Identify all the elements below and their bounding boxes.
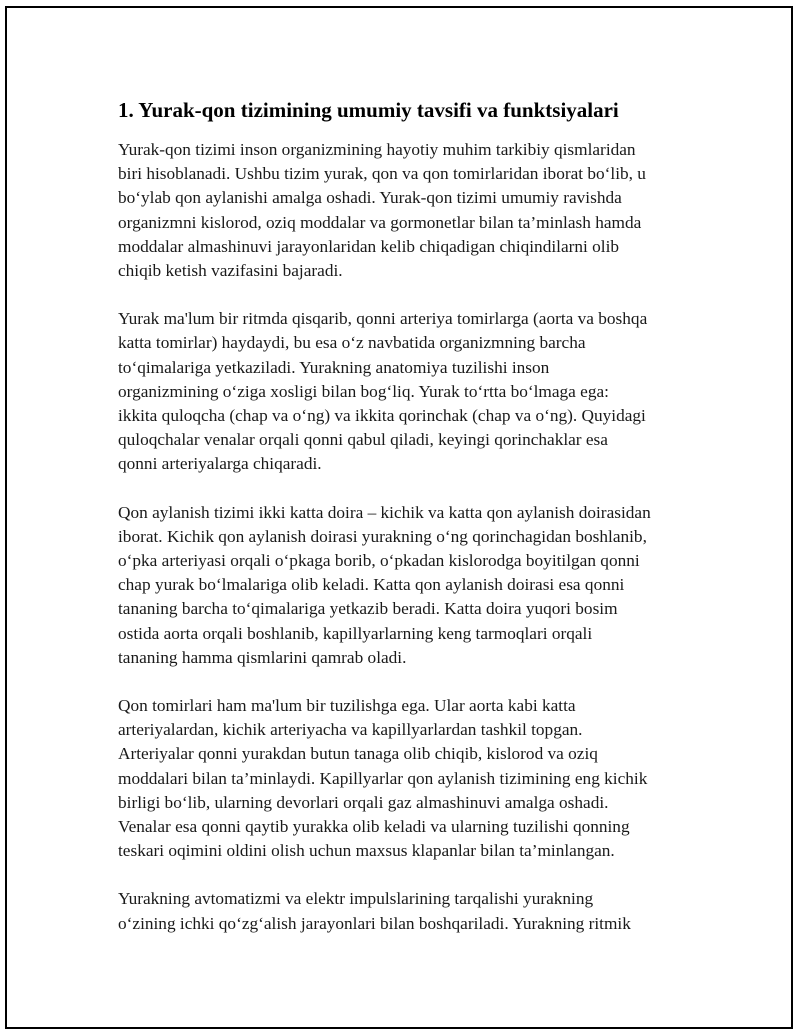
text-line: chiqib ketish vazifasini bajaradi. xyxy=(118,261,343,281)
paragraph-3 xyxy=(118,501,698,670)
text-line: organizmining o‘ziga xosligi bilan bog‘liq. Yurak to‘rtta bo‘lmaga ega: xyxy=(118,381,609,401)
text-line: qonni arteriyalarga chiqaradi. xyxy=(118,454,322,474)
text-line: katta tomirlar) haydaydi, bu esa o‘z navbatida organizmning barcha xyxy=(118,333,586,353)
document-body xyxy=(118,96,698,960)
text-line: Venalar esa qonni qaytib yurakka olib keladi va ularning tuzilishi qonning xyxy=(118,817,630,837)
text-line: ostida aorta orqali boshlanib, kapillyarlarning keng tarmoqlari orqali xyxy=(118,623,593,643)
paragraph-2 xyxy=(118,307,698,476)
text-line: quloqchalar venalar orqali qonni qabul qiladi, keyingi qorinchaklar esa xyxy=(118,430,608,450)
text-line: arteriyalardan, kichik arteriyacha va kapillyarlardan tashkil topgan. xyxy=(118,720,583,740)
text-line: organizmni kislorod, oziq moddalar va gormonetlar bilan ta’minlash hamda xyxy=(118,212,642,232)
text-line: Yurakning avtomatizmi va elektr impulslarining tarqalishi yurakning xyxy=(118,889,594,909)
text-line: to‘qimalariga yetkaziladi. Yurakning anatomiya tuzilishi inson xyxy=(118,357,550,377)
text-line: chap yurak bo‘lmalariga olib keladi. Katta qon aylanish doirasi esa qonni xyxy=(118,575,625,595)
text-line: moddalari bilan ta’minlaydi. Kapillyarlar qon aylanish tizimining eng kichik xyxy=(118,768,648,788)
text-line: Yurak-qon tizimi inson organizmining hayotiy muhim tarkibiy qismlaridan xyxy=(118,140,636,159)
text-line: moddalar almashinuvi jarayonlaridan kelib chiqadigan chiqindilarni olib xyxy=(118,236,620,256)
paragraph-1 xyxy=(118,138,698,283)
paragraph-5 xyxy=(118,887,698,935)
text-line: tananing barcha to‘qimalariga yetkazib beradi. Katta doira yuqori bosim xyxy=(118,599,618,619)
text-line: iborat. Kichik qon aylanish doirasi yurakning o‘ng qorinchagidan boshlanib, xyxy=(118,526,647,546)
text-line: bo‘ylab qon aylanishi amalga oshadi. Yurak-qon tizimi umumiy ravishda xyxy=(118,188,622,208)
document-page xyxy=(5,6,793,1029)
text-line: ikkita quloqcha (chap va o‘ng) va ikkita qorinchak (chap va o‘ng). Quyidagi xyxy=(118,406,646,426)
text-line: teskari oqimini oldini olish uchun maxsus klapanlar bilan ta’minlangan. xyxy=(118,841,615,861)
text-line: birligi bo‘lib, ularning devorlari orqali gaz almashinuvi amalga oshadi. xyxy=(118,792,609,812)
text-line: tananing hamma qismlarini qamrab oladi. xyxy=(118,647,407,667)
text-line: Qon aylanish tizimi ikki katta doira – kichik va katta qon aylanish doirasidan xyxy=(118,502,651,522)
text-line: biri hisoblanadi. Ushbu tizim yurak, qon va qon tomirlaridan iborat bo‘lib, u xyxy=(118,164,646,184)
text-line: Yurak ma'lum bir ritmda qisqarib, qonni arteriya tomirlarga (aorta va boshqa xyxy=(118,309,648,329)
text-line: o‘zining ichki qo‘zg‘alish jarayonlari bilan boshqariladi. Yurakning ritmik xyxy=(118,913,631,933)
text-line: Qon tomirlari ham ma'lum bir tuzilishga ega. Ular aorta kabi katta xyxy=(118,696,576,716)
section-heading: 1. Yurak-qon tizimining umumiy tavsifi va funktsiyalari xyxy=(118,98,619,122)
text-line: o‘pka arteriyasi orqali o‘pkaga borib, o‘pkadan kislorodga boyitilgan qonni xyxy=(118,551,640,571)
paragraph-4 xyxy=(118,694,698,863)
text-line: Arteriyalar qonni yurakdan butun tanaga olib chiqib, kislorod va oziq xyxy=(118,744,598,764)
